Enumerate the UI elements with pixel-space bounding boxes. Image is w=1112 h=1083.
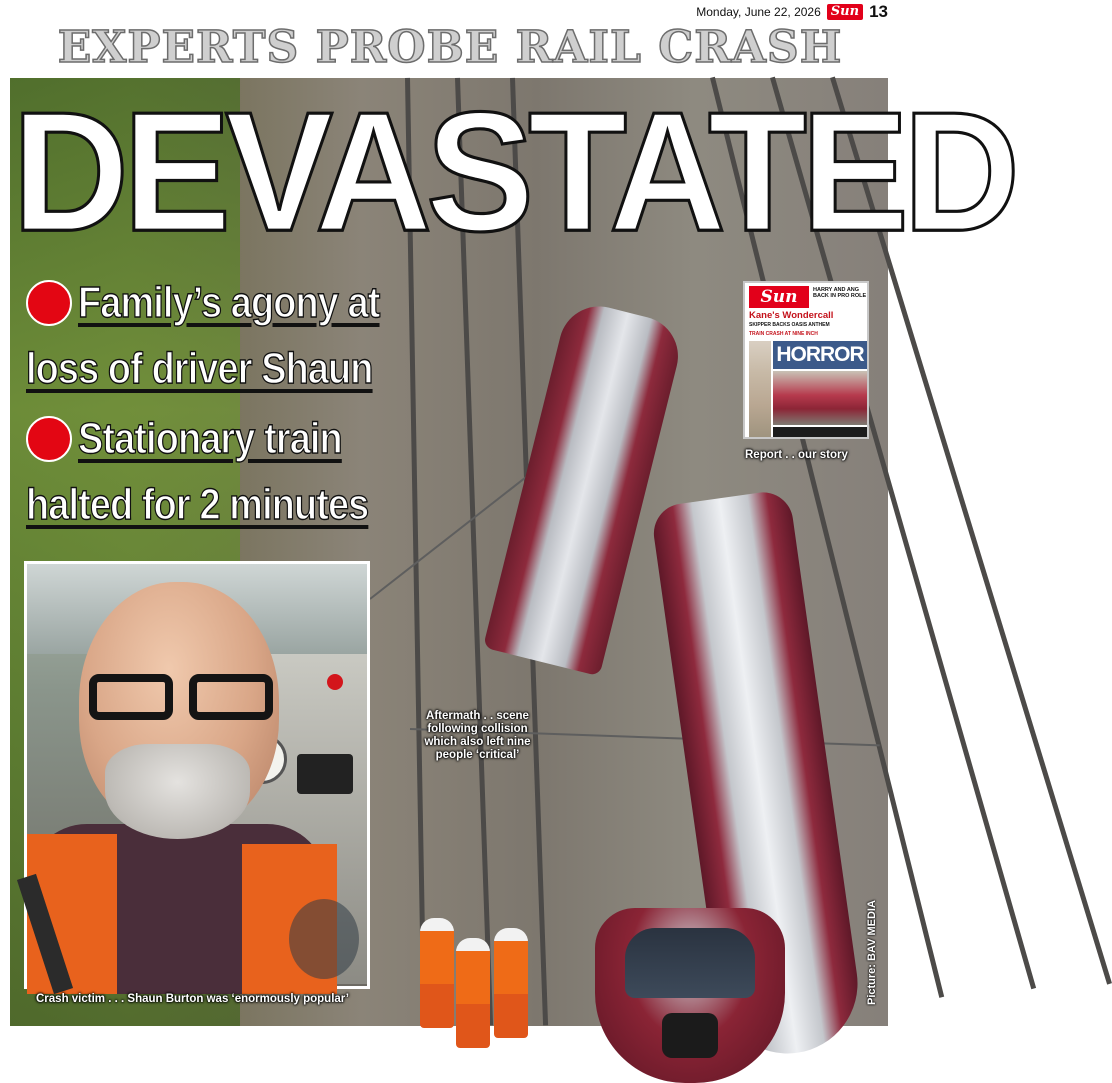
bullet-dot-icon [26,416,72,462]
bullet-line [26,406,486,472]
mini-headline: HORROR [773,341,867,369]
mini-sidebar-text: HARRY AND ANG BACK IN PRO ROLE [813,287,867,299]
train-coupler [662,1013,718,1058]
rail-worker [420,918,454,1028]
glasses-icon [89,674,279,722]
driver-portrait [24,561,370,989]
rail-worker [494,928,528,1038]
mini-footer [773,427,867,437]
bullet-line [26,336,486,402]
rail-workers [420,918,530,1048]
mini-kicker: SKIPPER BACKS OASIS ANTHEM [749,322,830,328]
issue-date: Monday, June 22, 2026 [696,5,821,19]
bullet-text: halted for 2 minutes [26,480,369,529]
mini-front-page [743,281,869,439]
sun-masthead-logo: Sun [827,4,863,20]
main-headline: DEVASTATED [12,76,1015,267]
victim-caption: Crash victim . . . Shaun Burton was ‘enormously popular’ [36,993,349,1005]
rail-worker [456,938,490,1048]
mini-label: TRAIN CRASH AT NINE INCH [749,331,818,337]
bullet-dot-icon [26,280,72,326]
bullet-line [26,472,486,538]
mini-masthead: Sun [749,286,809,308]
mini-thumbnails [749,341,771,437]
aftermath-caption: Aftermath . . scene following collision which also left nine people ‘critical’ [424,710,531,761]
page-number: 13 [869,2,888,21]
glasses-lens [89,674,173,720]
strapline: EXPERTS PROBE RAIL CRASH [57,22,843,73]
bullet-text: Stationary train [78,414,342,463]
dateline [696,2,888,22]
glasses-lens [189,674,273,720]
bullet-text: loss of driver Shaun [26,344,373,393]
report-caption: Report . . our story [745,449,848,461]
bullet-line [26,270,486,336]
photo-credit: Picture: BAV MEDIA [866,900,878,1005]
cab-display [297,754,353,794]
train-windscreen [625,928,755,998]
bullet-text: Family’s agony at [78,278,380,327]
arm-tattoo [289,899,359,979]
driver-beard [105,744,250,839]
control-button-icon [327,674,343,690]
headline-bullets [26,270,486,538]
mini-subhead: Kane's Wondercall [749,310,834,321]
mini-photo [773,371,867,425]
